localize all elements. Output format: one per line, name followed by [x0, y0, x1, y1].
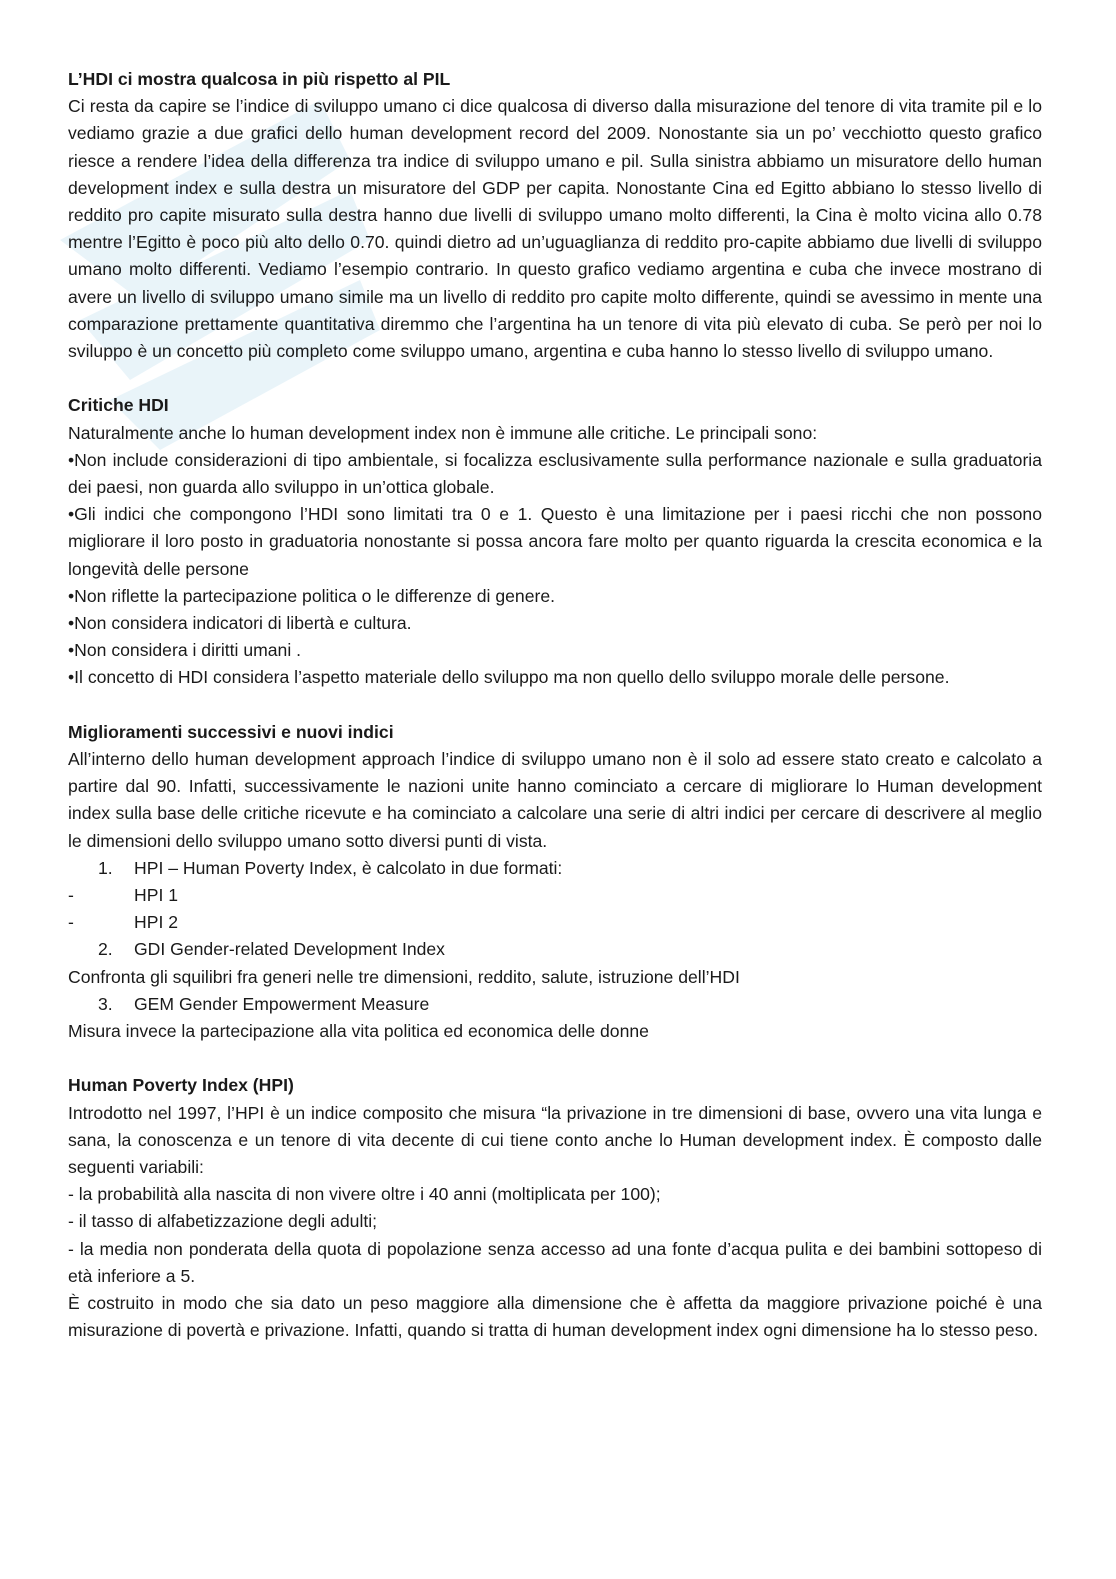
bullet-item: •Non considera i diritti umani . [68, 640, 302, 661]
list-text: GDI Gender-related Development Index [134, 939, 445, 960]
list-item [68, 855, 1042, 882]
list-number: 3. [98, 993, 113, 1014]
bullet-item: •Il concetto di HDI considera l’aspetto materiale dello sviluppo ma non quello dello sviluppo morale delle persone. [68, 667, 950, 688]
sub-list-item [68, 882, 1042, 909]
section-heading: Miglioramenti successivi e nuovi indici [68, 721, 394, 742]
section-critiche-hdi [68, 392, 1042, 691]
paragraph: Introdotto nel 1997, l’HPI è un indice composito che misura “la privazione in tre dimensioni di base, ovvero una vita lunga e sana, la conoscenza e un tenore di vita decente di cui tiene conto anche lo Human development index. È composto dalle seguenti variabili: [68, 1102, 1042, 1178]
section-hdi-vs-pil [68, 66, 1042, 365]
list-text: GEM Gender Empowerment Measure [134, 993, 430, 1014]
paragraph: Confronta gli squilibri fra generi nelle tre dimensioni, reddito, salute, istruzione dell’HDI [68, 966, 740, 987]
list-text: HPI 2 [134, 912, 179, 933]
list-text: HPI 1 [134, 885, 179, 906]
document-page [68, 66, 1042, 1372]
section-hpi [68, 1072, 1042, 1344]
paragraph: È costruito in modo che sia dato un peso maggiore alla dimensione che è affetta da maggiore privazione poiché è una misurazione di povertà e privazione. Infatti, quando si tratta di human development index ogni dimensione ha lo stesso peso. [68, 1293, 1042, 1341]
list-item: - il tasso di alfabetizzazione degli adulti; [68, 1211, 378, 1232]
list-text: HPI – Human Poverty Index, è calcolato in due formati: [134, 857, 563, 878]
section-heading: L’HDI ci mostra qualcosa in più rispetto al PIL [68, 69, 451, 89]
sub-list-item [68, 909, 1042, 936]
list-dash: - [68, 885, 74, 906]
bullet-item: •Non riflette la partecipazione politica o le differenze di genere. [68, 585, 556, 606]
list-number: 1. [98, 857, 113, 878]
paragraph: All’interno dello human development approach l’indice di sviluppo umano non è il solo ad essere stato creato e calcolato a partire dal 90. Infatti, successivamente le nazioni unite hanno cominciato a cercare di migliorare lo Human development index sulla base delle critiche ricevute e ha cominciato a calcolare una serie di altri indici per cercare di descrivere al meglio le dimensioni dello sviluppo umano sotto diversi punti di vista. [68, 749, 1042, 851]
bullet-item: •Gli indici che compongono l’HDI sono limitati tra 0 e 1. Questo è una limitazione per i paesi ricchi che non possono migliorare il loro posto in graduatoria nonostante si possa ancora fare molto per quanto riguarda la crescita economica e la longevità delle persone [68, 504, 1042, 579]
list-item: - la media non ponderata della quota di popolazione senza accesso ad una fonte d’acqua pulita e dei bambini sottopeso di età inferiore a 5. [68, 1238, 1042, 1286]
bullet-item: •Non include considerazioni di tipo ambientale, si focalizza esclusivamente sulla performance nazionale e sulla graduatoria dei paesi, non guarda allo sviluppo in un’ottica globale. [68, 449, 1042, 498]
list-item: - la probabilità alla nascita di non vivere oltre i 40 anni (moltiplicata per 100); [68, 1184, 661, 1205]
list-number: 2. [98, 939, 113, 960]
list-dash: - [68, 912, 74, 933]
paragraph: Naturalmente anche lo human development index non è immune alle critiche. Le principali sono: [68, 422, 818, 443]
list-item [68, 936, 1042, 963]
section-heading: Critiche HDI [68, 395, 169, 416]
section-heading: Human Poverty Index (HPI) [68, 1075, 294, 1096]
bullet-item: •Non considera indicatori di libertà e cultura. [68, 613, 412, 634]
paragraph: Misura invece la partecipazione alla vita politica ed economica delle donne [68, 1021, 649, 1042]
section-miglioramenti [68, 719, 1042, 1045]
list-item [68, 991, 1042, 1018]
paragraph: Ci resta da capire se l’indice di sviluppo umano ci dice qualcosa di diverso dalla misurazione del tenore di vita tramite pil e lo vediamo grazie a due grafici dello human development record del 2009. Nonostante sia un po’ vecchiotto questo grafico riesce a rendere l’idea della differenza tra indice di sviluppo umano e pil. Sulla sinistra abbiamo un misuratore dello human development index e sulla destra un misuratore del GDP per capita. Nonostante Cina ed Egitto abbiano lo stesso livello di reddito pro capite misurato sulla destra hanno due livelli di sviluppo umano molto differenti, la Cina è molto vicina allo 0.78 mentre l’Egitto è poco più alto dello 0.70. quindi dietro ad un’uguaglianza di reddito pro-capite abbiamo due livelli di sviluppo umano molto differenti. Vediamo l’esempio contrario. In questo grafico vediamo argentina e cuba che invece mostrano di avere un livello di sviluppo umano simile ma un livello di reddito pro capite molto differente, quindi se avessimo in mente una comparazione prettamente quantitativa diremmo che l’argentina ha un tenore di vita più elevato di cuba. Se però per noi lo sviluppo è un concetto più completo come sviluppo umano, argentina e cuba hanno lo stesso livello di sviluppo umano. [68, 96, 1042, 362]
